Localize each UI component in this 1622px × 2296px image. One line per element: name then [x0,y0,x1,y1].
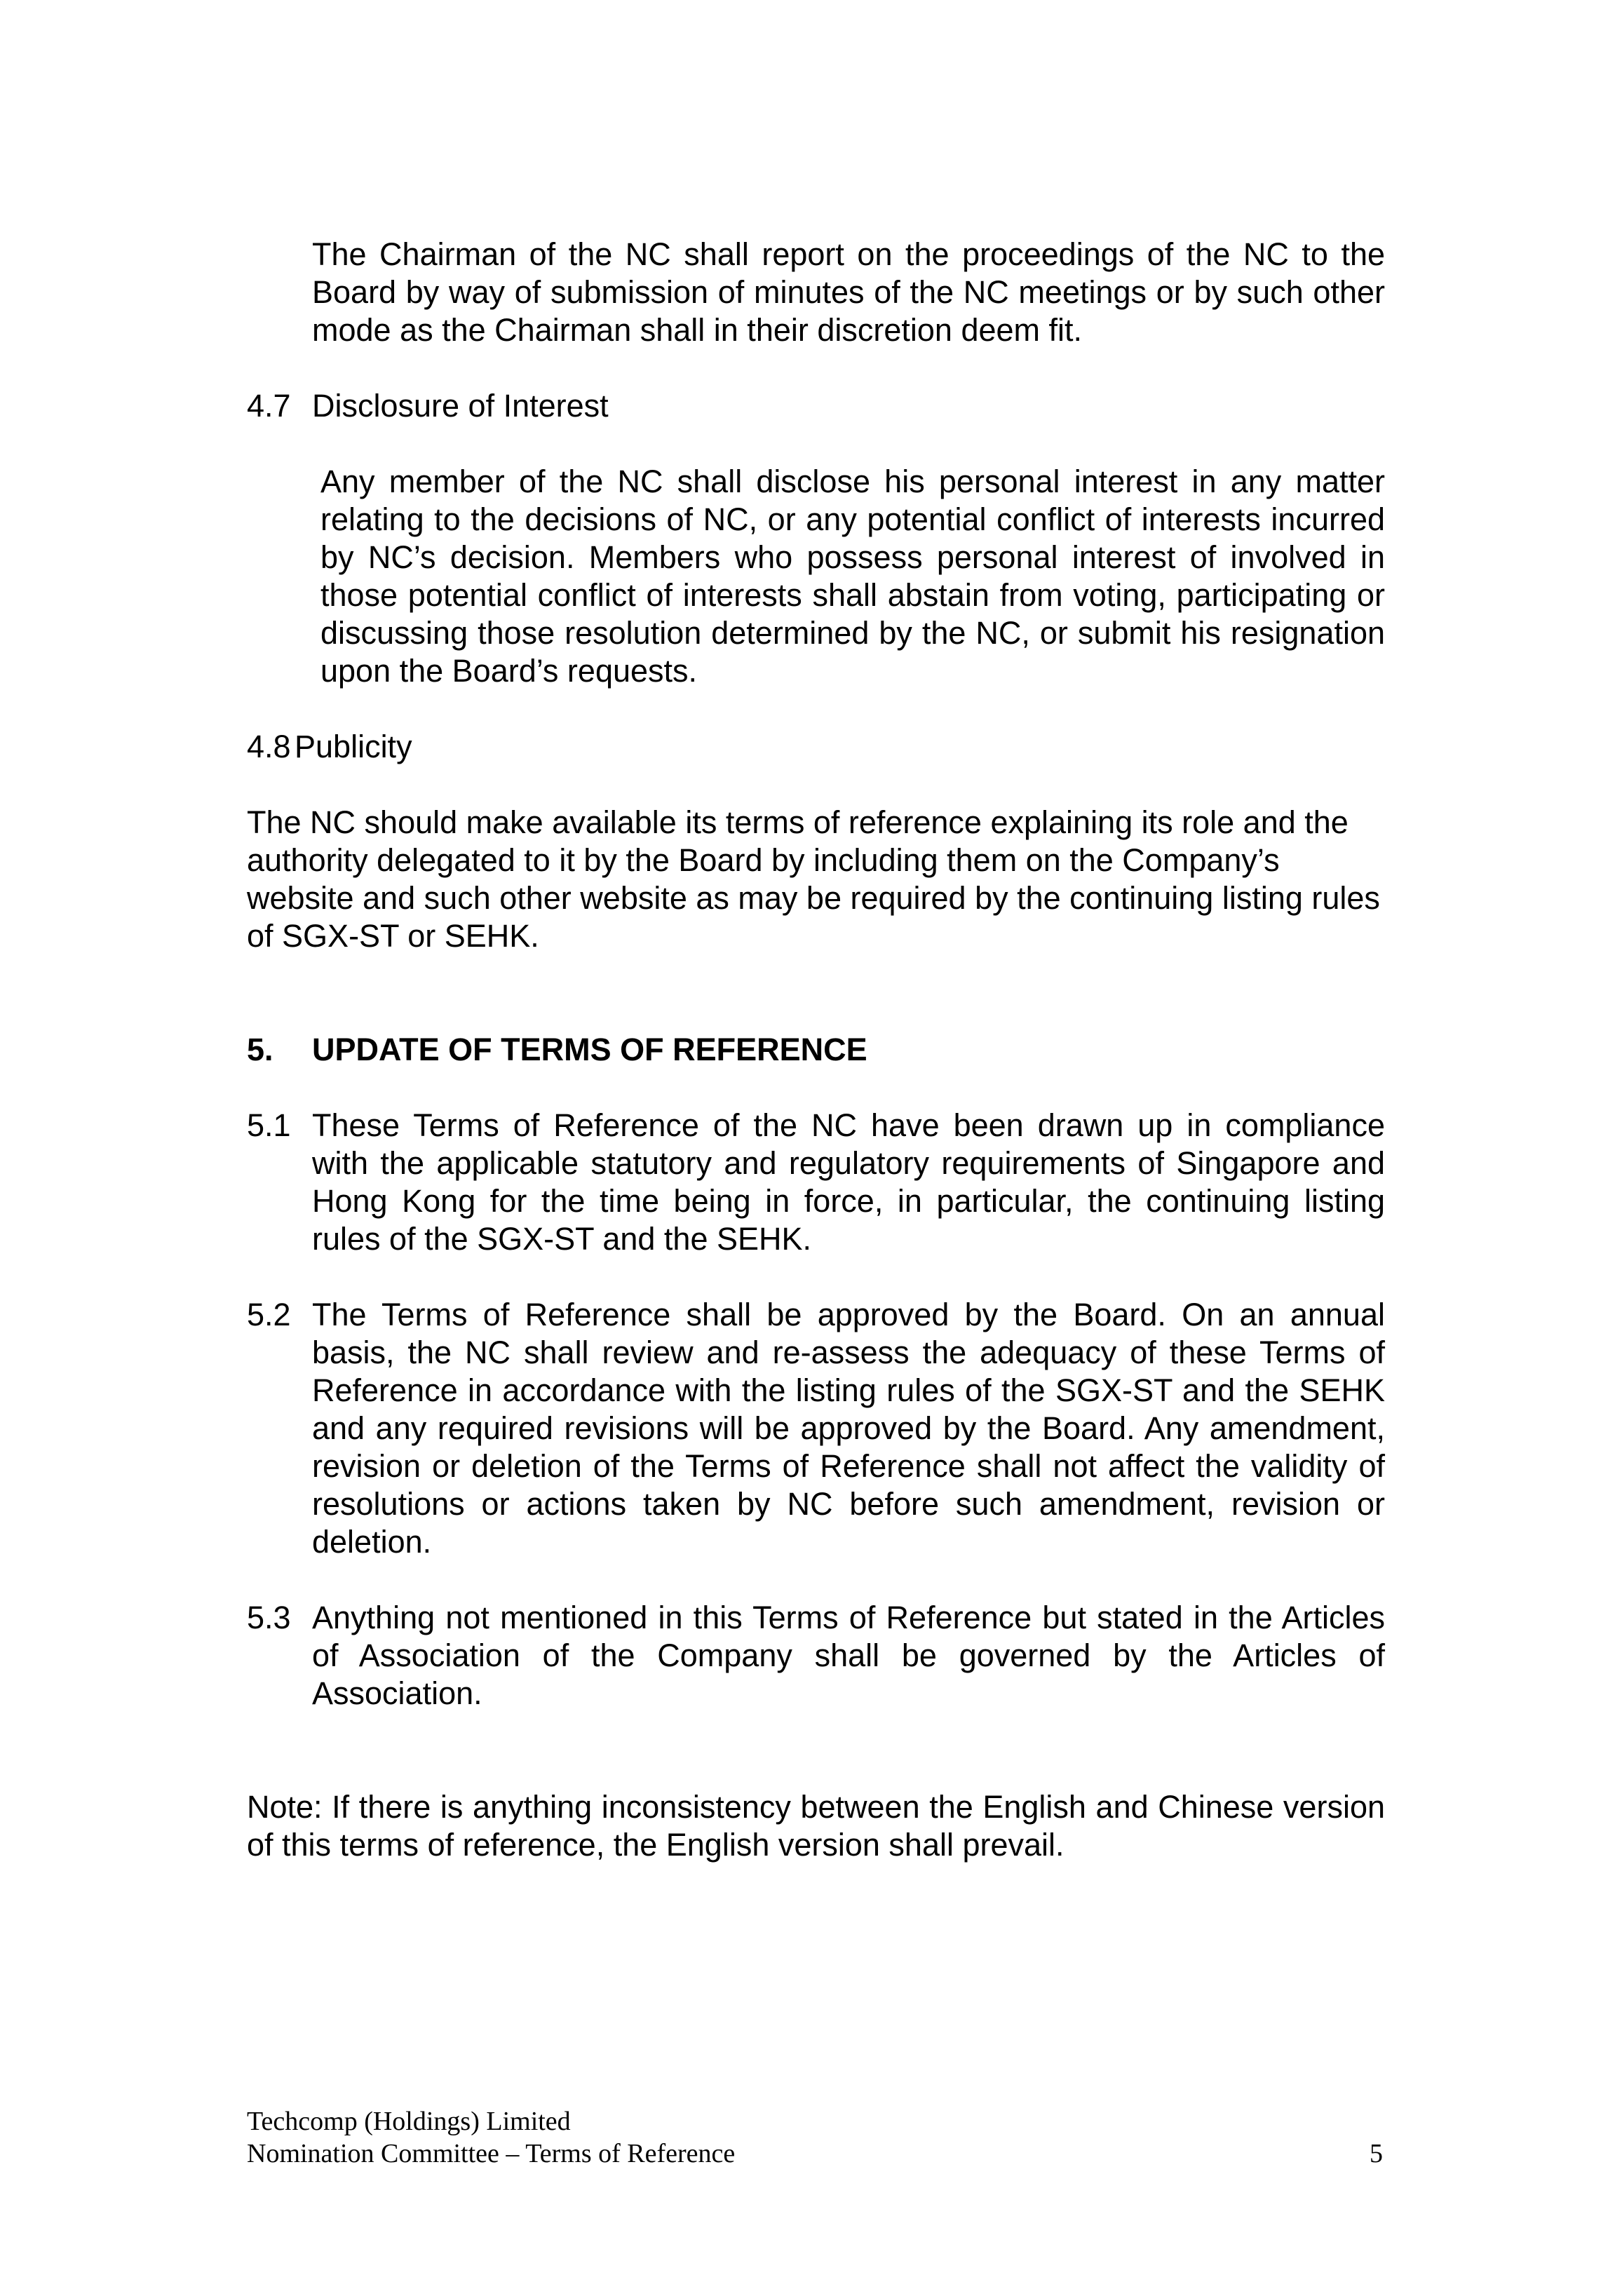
section-number: 5. [247,1032,273,1067]
section-number: 4.8 [247,729,291,764]
section-title: Publicity [295,729,412,764]
paragraph-5-2: The Terms of Reference shall be approved by the Board. On an annual basis, the NC shall review and re-assess the adequacy of these Terms of Reference in accordance with the listing rules of the SGX-ST and the SEHK and any required revisions will be approved by the Board. Any amendment, revision or deletion of the Terms of Reference shall not affect the validity of resolutions or actions taken by NC before such amendment, revision or deletion. [312,1297,1385,1560]
paragraph-5-1: These Terms of Reference of the NC have been drawn up in compliance with the applicable statutory and regulatory requirements of Singapore and Hong Kong for the time being in force, in particular, the continuing listing rules of the SGX-ST and the SEHK. [312,1107,1385,1257]
paragraph-publicity: The NC should make available its terms of reference explaining its role and the authority delegated to it by the Board by including them on the Company’s website and such other website as may be required by the continuing listing rules of SGX-ST or SEHK. [247,804,1380,954]
section-5-2-number: 5.2 [247,1297,291,1332]
paragraph-disclosure-of-interest: Any member of the NC shall disclose his personal interest in any matter relating to the decisions of NC, or any potential conflict of interests incurred by NC’s decision. Members who possess personal interest of involved in those potential conflict of interests shall abstain from voting, participating or discussing those resolution determined by the NC, or submit his resignation upon the Board’s requests. [320,464,1385,689]
page-number: 5 [1370,2139,1383,2168]
section-4-7-heading [247,387,609,425]
paragraph-chairman-report: The Chairman of the NC shall report on the proceedings of the NC to the Board by way of submission of minutes of the NC meetings or by such other mode as the Chairman shall in their discretion deem fit. [312,236,1385,348]
section-title: Disclosure of Interest [312,388,609,424]
section-title: UPDATE OF TERMS OF REFERENCE [312,1032,867,1067]
section-number: 4.7 [247,388,291,424]
section-5-3-number: 5.3 [247,1600,291,1635]
note-paragraph: Note: If there is anything inconsistency between the English and Chinese version of this terms of reference, the English version shall prevail. [247,1789,1385,1863]
footer-company-name: Techcomp (Holdings) Limited [247,2107,571,2136]
section-5-1-number: 5.1 [247,1107,291,1143]
section-5-heading [247,1031,867,1069]
paragraph-5-3: Anything not mentioned in this Terms of Reference but stated in the Articles of Association of the Company shall be governed by the Articles of Association. [312,1600,1385,1711]
footer-document-title: Nomination Committee – Terms of Reference [247,2139,736,2168]
section-4-8-heading [247,728,412,766]
